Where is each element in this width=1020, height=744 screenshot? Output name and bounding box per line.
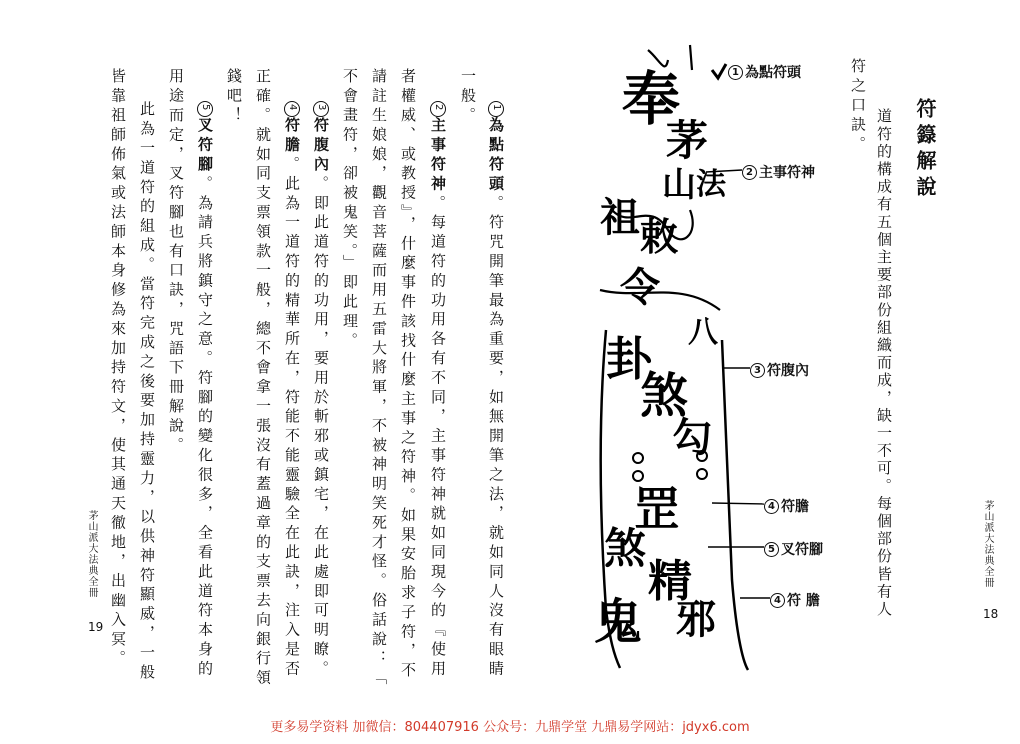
text-column bbox=[430, 101, 446, 680]
text-column: 錢吧！ bbox=[225, 68, 243, 127]
label-number: 5 bbox=[764, 542, 779, 557]
item-head: 符膽 bbox=[283, 117, 301, 156]
talisman-brush-glyph: 敕 bbox=[640, 214, 679, 259]
text-column: 用途而定，叉符腳也有口訣，咒語下冊解說。 bbox=[167, 68, 185, 456]
label-zhu-shi-fu-shen bbox=[742, 162, 815, 182]
item-text: 。此為一道符的精華所在，符能不能靈驗全在此訣，注入是否 bbox=[283, 155, 301, 680]
label-text: 叉符腳 bbox=[781, 542, 823, 558]
item-number: 2 bbox=[430, 101, 446, 117]
talisman-brush-glyph: 精 bbox=[648, 556, 692, 607]
label-fu-tou bbox=[728, 62, 801, 82]
talisman-brush-glyph: 鬼 bbox=[594, 594, 643, 650]
label-number: 1 bbox=[728, 65, 743, 80]
label-number: 2 bbox=[742, 165, 757, 180]
talisman-brush-glyph: 邪 bbox=[676, 596, 716, 643]
item-head: 符腹內 bbox=[312, 117, 330, 176]
talisman-brush-glyph: 煞 bbox=[604, 524, 647, 573]
talisman-brush-glyph: 祖 bbox=[600, 194, 640, 241]
right-running-head: 茅山派大法典全冊 bbox=[982, 500, 993, 588]
text-column: 皆靠祖師佈氣或法師本身修為來加持符文，使其通天徹地，出幽入冥。 bbox=[109, 68, 127, 670]
talisman-brush-glyph: 罡 bbox=[634, 482, 680, 536]
text-column bbox=[313, 101, 329, 680]
item-text: 。每道符的功用各有不同，主事符神就如同現今的『使用 bbox=[429, 194, 447, 680]
talisman-dot bbox=[696, 450, 708, 462]
right-page-number: 18 bbox=[983, 607, 999, 621]
text-column bbox=[197, 101, 213, 680]
label-fu-dan bbox=[764, 496, 809, 516]
talisman-dot bbox=[632, 452, 644, 464]
item-text: 。為請兵將鎮守之意。符腳的變化很多，全看此道符本身的 bbox=[196, 175, 214, 680]
talisman-brush-glyph: 卦 bbox=[606, 332, 652, 386]
label-number: 4 bbox=[764, 499, 779, 514]
label-fu-fu-nei bbox=[750, 360, 809, 380]
talisman-brush-glyph: 茅 bbox=[666, 116, 709, 165]
text-column: 此為一道符的組成。當符完成之後要加持靈力，以供神符顯威，一般 bbox=[138, 101, 156, 683]
talisman-brush-glyph: 煞 bbox=[640, 368, 689, 424]
label-text: 主事符神 bbox=[759, 165, 815, 181]
item-text: 。符咒開筆最為重要，如無開筆之法，就如同人沒有眼睛 bbox=[487, 194, 505, 680]
talisman-brush-glyph: 奉 bbox=[622, 65, 681, 133]
item-head: 主事符神 bbox=[429, 117, 447, 195]
text-column: 不會畫符，卻被鬼笑。」即此理。 bbox=[341, 68, 359, 352]
text-column: 請註生娘娘，觀音菩薩而用五雷大將軍，不被神明笑死才怪。俗話說：「 bbox=[370, 68, 388, 689]
text-column bbox=[284, 101, 300, 680]
label-number: 4 bbox=[770, 593, 785, 608]
intro-paragraph-col2: 符之口訣。 bbox=[849, 58, 867, 155]
talisman-dot bbox=[632, 470, 644, 482]
label-text: 符腹內 bbox=[767, 363, 809, 379]
talisman-brush-glyph: 令 bbox=[620, 264, 660, 311]
text-column: 者權威、或教授』，什麼事件該找什麼主事之符神。如果安胎求子符，不 bbox=[399, 68, 417, 682]
item-number: 3 bbox=[313, 101, 329, 117]
text-column: 一般。 bbox=[459, 68, 477, 127]
left-running-head: 茅山派大法典全冊 bbox=[86, 510, 97, 598]
item-number: 1 bbox=[488, 101, 504, 117]
talisman-dot bbox=[696, 468, 708, 480]
talisman-brush-glyph: 山 bbox=[662, 165, 696, 205]
item-text: 。即此道符的功用，要用於斬邪或鎮宅，在此處即可明瞭。 bbox=[312, 175, 330, 680]
left-page-number: 19 bbox=[88, 620, 104, 634]
item-head: 為點符頭 bbox=[487, 117, 505, 195]
label-text: 為點符頭 bbox=[745, 65, 801, 81]
footer-watermark: 更多易学资料 加微信：804407916 公众号：九鼎学堂 九鼎易学网站：jdyx6.com bbox=[270, 720, 750, 735]
intro-paragraph-col1: 道符的構成有五個主要部份組織而成，缺一不可。每個部份皆有人 bbox=[875, 108, 893, 619]
item-number: 5 bbox=[197, 101, 213, 117]
item-head: 叉符腳 bbox=[196, 117, 214, 176]
label-fu-dan-2 bbox=[770, 590, 820, 610]
label-text: 符膽 bbox=[781, 499, 809, 515]
label-number: 3 bbox=[750, 363, 765, 378]
label-cha-fu-jiao bbox=[764, 539, 823, 559]
text-column: 正確。就如同支票領款一般，總不會拿一張沒有蓋過章的支票去向銀行領 bbox=[254, 68, 272, 689]
text-column bbox=[488, 101, 504, 680]
right-page-title: 符籙解說 bbox=[913, 98, 937, 202]
label-text: 符 膽 bbox=[787, 593, 820, 609]
item-number: 4 bbox=[284, 101, 300, 117]
talisman-brush-glyph: 勾 bbox=[672, 414, 712, 461]
talisman-brush-glyph: 八 bbox=[688, 315, 718, 350]
talisman-brush-glyph: 法 bbox=[696, 167, 726, 202]
